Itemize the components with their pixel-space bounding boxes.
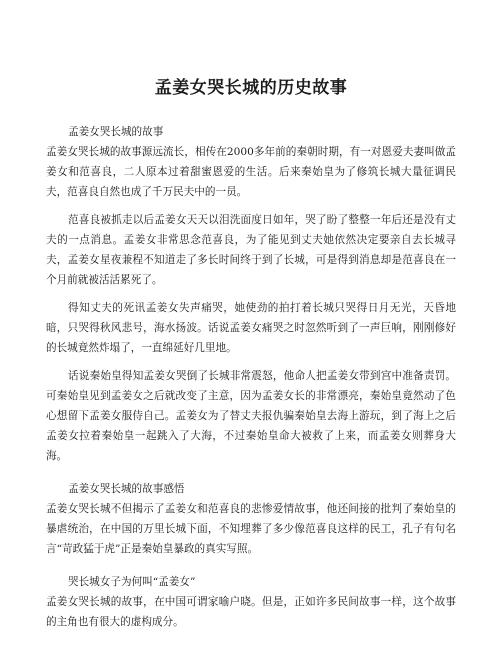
paragraph: 范喜良被抓走以后孟姜女天天以泪洗面度日如年，哭了盼了整整一年后还是没有丈夫的一点消息。孟姜女非常思念范喜良，为了能见到丈夫她依然决定要亲自去长城寻夫，孟姜女星夜兼程不知道走了多长时间终于到了长城，可是得到消息却是范喜良在一个月前就被活活累死了。 <box>46 214 456 286</box>
document-title: 孟姜女哭长城的历史故事 <box>154 78 348 98</box>
section-heading: 孟姜女哭长城的故事 <box>68 126 164 138</box>
section-heading: 哭长城女子为何叫“孟姜女” <box>68 576 196 588</box>
paragraph: 孟姜女哭长城的故事源远流长，相传在2000多年前的秦朝时期，有一对恩爱夫妻叫做孟姜女和范喜良，二人原本过着甜蜜恩爱的生活。后来秦始皇为了修筑长城大量征调民夫，范喜良自然也成了千万民夫中的一员。 <box>46 146 456 198</box>
paragraph: 孟姜女哭长城的故事，在中国可谓家喻户晓。但是，正如许多民间故事一样，这个故事的主角也有很大的虚构成分。 <box>46 596 456 628</box>
section-heading: 孟姜女哭长城的故事感悟 <box>68 483 185 495</box>
paragraph-spacer <box>46 358 456 366</box>
paragraph-spacer <box>46 202 456 210</box>
paragraph: 孟姜女哭长城不但揭示了孟姜女和范喜良的悲惨爱情故事，他还间接的批判了秦始皇的暴虐统治，在中国的万里长城下面，不知埋葬了多少像范喜良这样的民工，孔子有句名言“苛政猛于虎”正是秦始皇暴政的真实写照。 <box>46 503 456 555</box>
section-spacer <box>46 466 456 479</box>
section-spacer <box>46 559 456 572</box>
paragraph: 得知丈夫的死讯孟姜女失声痛哭，她使劲的拍打着长城只哭得日月无光，天昏地暗，只哭得秋风悲号，海水扬波。话说孟姜女痛哭之时忽然听到了一声巨响，刚刚修好的长城竟然炸塌了，一直绵延好几里地。 <box>46 302 456 354</box>
paragraph: 话说秦始皇得知孟姜女哭倒了长城非常震怒，他命人把孟姜女带到宫中准备责罚。可秦始皇见到孟姜女之后就改变了主意，因为孟姜女长的非常漂亮，秦始皇竟然动了色心想留下孟姜女服侍自己。孟姜女为了替丈夫报仇骗秦始皇去海上游玩，到了海上之后孟姜女拉着秦始皇一起跳入了大海，不过秦始皇命大被救了上来，而孟姜女则葬身大海。 <box>46 370 456 462</box>
paragraph-spacer <box>46 290 456 298</box>
